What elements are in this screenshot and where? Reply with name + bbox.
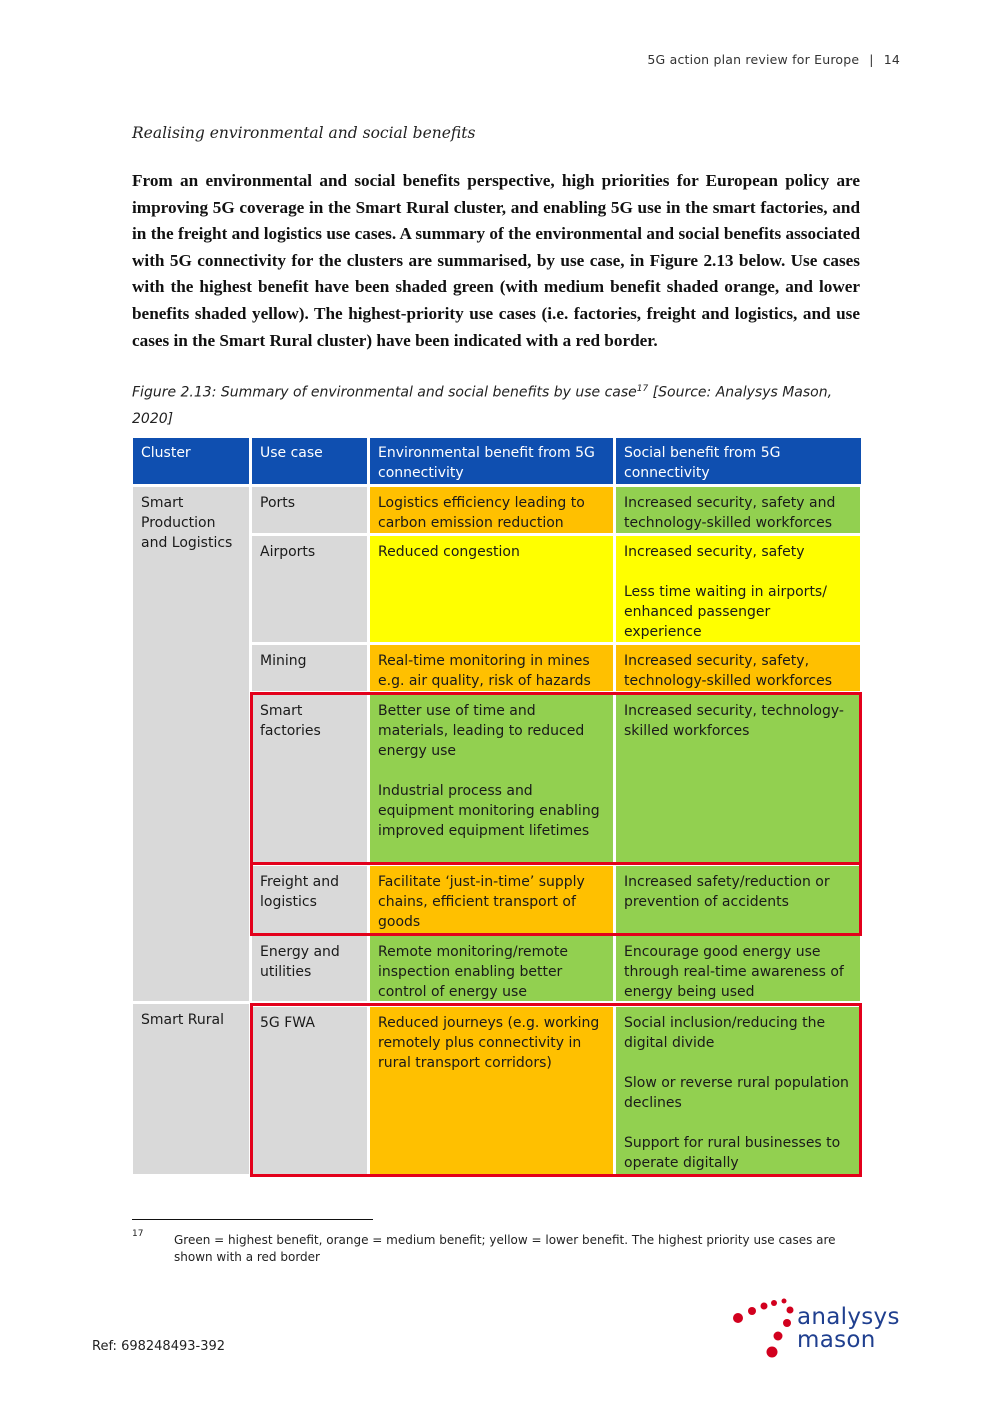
use-case-ports: Ports (252, 487, 367, 533)
section-title: Realising environmental and social benefits (132, 124, 476, 142)
logo-wordmark (797, 1306, 900, 1352)
caption-main: Figure 2.13: Summary of environmental and social benefits by use case (132, 384, 637, 401)
page-number: 14 (883, 52, 900, 67)
header-social-benefit: Social benefit from 5G connectivity (616, 438, 861, 484)
caption-footnote-ref: 17 (636, 384, 649, 394)
use-case-smart-factories: Smart factories (252, 695, 367, 863)
header-use-case: Use case (252, 438, 367, 484)
use-case-5g-fwa: 5G FWA (252, 1007, 367, 1174)
cluster-smart-production: Smart Production and Logistics (133, 487, 249, 1001)
env-benefit-5g-fwa: Reduced journeys (e.g. working remotely plus connectivity in rural transport corridors) (370, 1007, 613, 1174)
env-benefit-airports: Reduced congestion (370, 536, 613, 642)
page-header (647, 52, 900, 67)
figure-caption (132, 376, 860, 432)
env-benefit-smart-factories: Better use of time and materials, leading to reduced energy use Industrial process and equipment monitoring enabling improved equipment lifetimes (370, 695, 613, 863)
use-case-energy-utilities: Energy and utilities (252, 936, 367, 1001)
document-title: 5G action plan review for Europe (647, 52, 860, 67)
priority-border-freight-logistics (250, 862, 862, 936)
env-benefit-mining: Real-time monitoring in mines e.g. air quality, risk of hazards (370, 645, 613, 691)
logo-word-analysys: analysys (797, 1304, 900, 1330)
social-benefit-freight-logistics: Increased safety/reduction or prevention of accidents (616, 866, 860, 933)
footnote-text: Green = highest benefit, orange = medium benefit; yellow = lower benefit. The highest priority use cases are shown with a red border (174, 1233, 836, 1264)
social-benefit-mining: Increased security, safety, technology-skilled workforces (616, 645, 860, 691)
use-case-mining: Mining (252, 645, 367, 691)
env-benefit-freight-logistics: Facilitate ‘just-in-time’ supply chains, efficient transport of goods (370, 866, 613, 933)
social-benefit-ports: Increased security, safety and technology-skilled workforces (616, 487, 860, 533)
cluster-smart-rural: Smart Rural (133, 1004, 249, 1174)
social-benefit-smart-factories: Increased security, technology-skilled workforces (616, 695, 860, 863)
caption-source: [Source: Analysys Mason, 2020] (132, 384, 833, 427)
social-benefit-5g-fwa: Social inclusion/reducing the digital divide Slow or reverse rural population declines Support for rural businesses to operate digitally (616, 1007, 860, 1174)
priority-border-smart-factories (250, 692, 862, 865)
footnote-divider (132, 1219, 373, 1220)
body-paragraph: From an environmental and social benefits perspective, high priorities for European policy are improving 5G coverage in the Smart Rural cluster, and enabling 5G use in the smart factories, and in the freight and logistics use cases. A summary of the environmental and social benefits associated with 5G connectivity for the clusters are summarised, by use case, in Figure 2.13 below. Use cases with the highest benefit have been shaded green (with medium benefit shaded orange, and lower benefits shaded yellow). The highest-priority use cases (i.e. factories, freight and logistics, and use cases in the Smart Rural cluster) have been indicated with a red border. (132, 171, 860, 350)
header-environmental-benefit: Environmental benefit from 5G connectivity (370, 438, 613, 484)
footnote-number: 17 (132, 1229, 144, 1239)
social-benefit-airports: Increased security, safety Less time waiting in airports/ enhanced passenger experience (616, 536, 860, 642)
document-reference: Ref: 698248493-392 (92, 1339, 226, 1354)
env-benefit-ports: Logistics efficiency leading to carbon emission reduction (370, 487, 613, 533)
use-case-airports: Airports (252, 536, 367, 642)
logo-word-mason: mason (797, 1327, 876, 1353)
priority-border-5g-fwa (250, 1003, 862, 1177)
env-benefit-energy-utilities: Remote monitoring/remote inspection enabling better control of energy use (370, 936, 613, 1001)
social-benefit-energy-utilities: Encourage good energy use through real-time awareness of energy being used (616, 936, 860, 1001)
header-cluster: Cluster (133, 438, 249, 484)
header-separator: | (869, 52, 874, 67)
use-case-freight-logistics: Freight and logistics (252, 866, 367, 933)
